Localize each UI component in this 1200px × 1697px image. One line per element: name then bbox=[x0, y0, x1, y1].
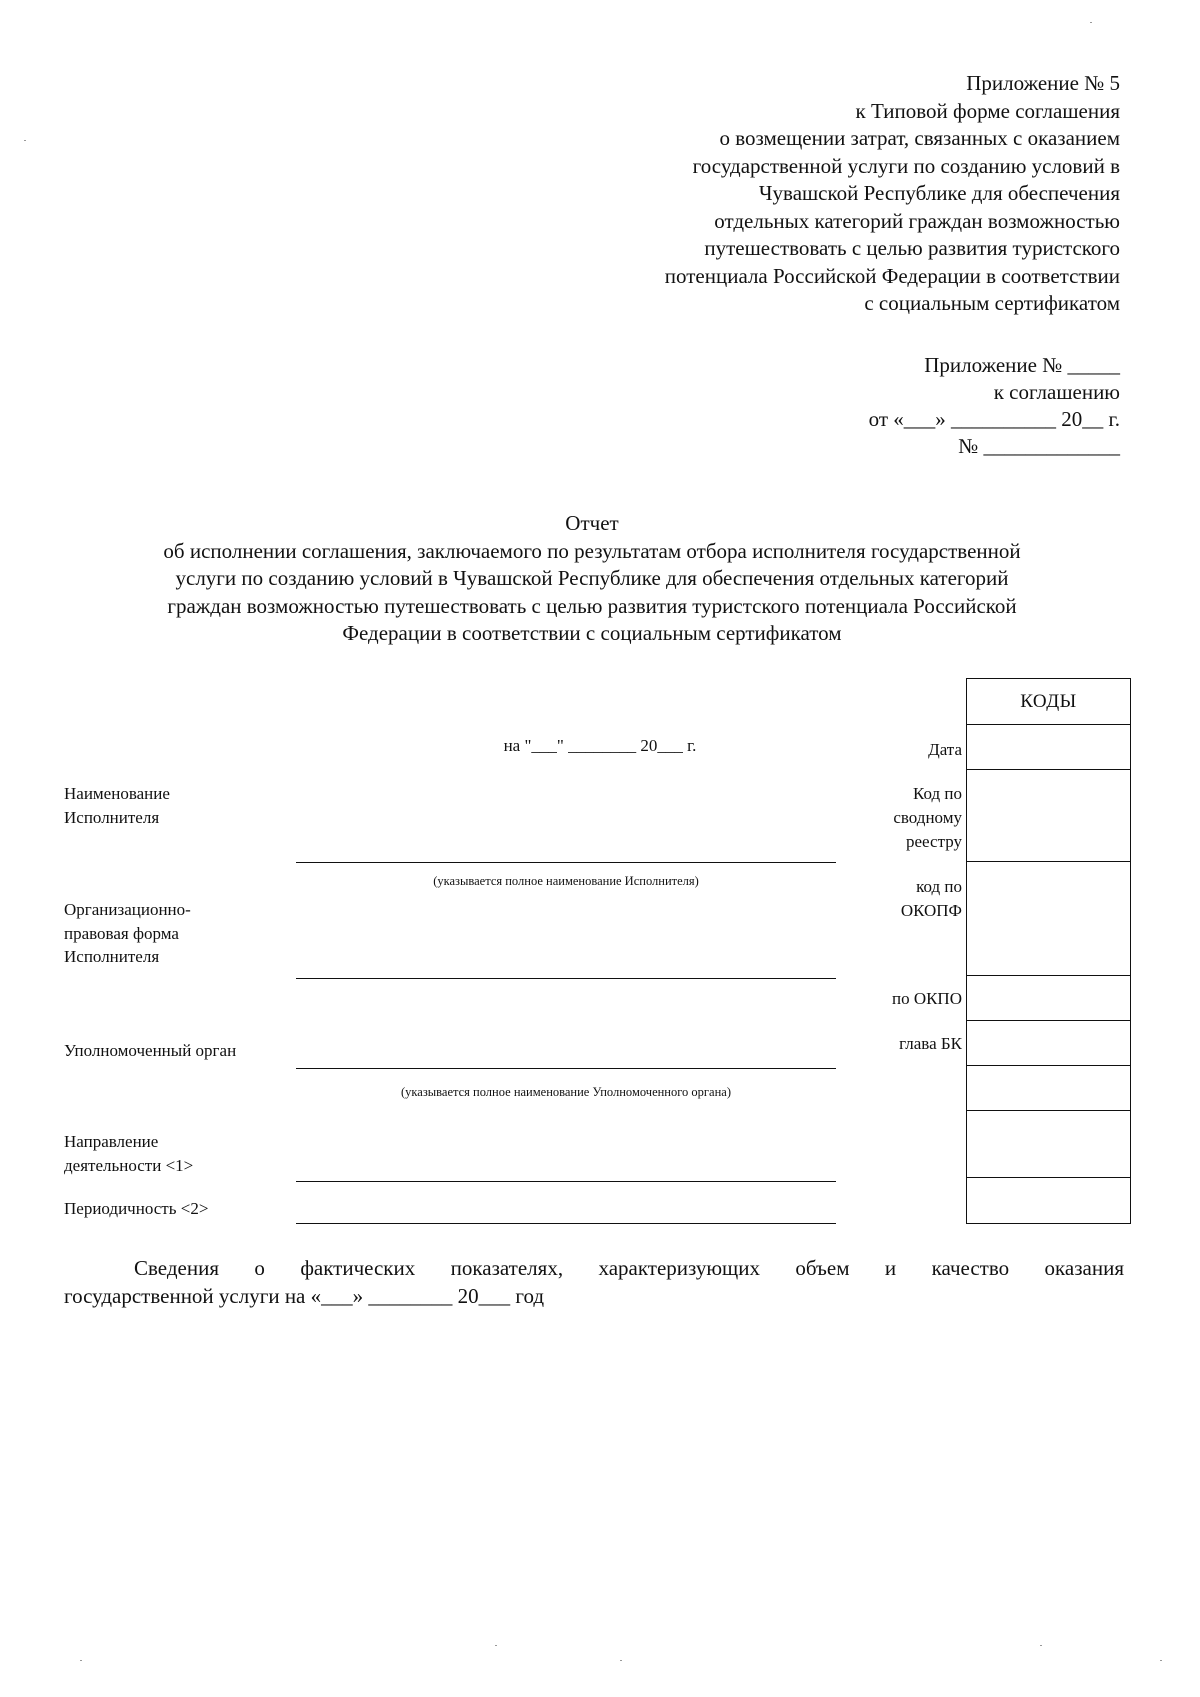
appendix-line: о возмещении затрат, связанных с оказанием bbox=[719, 126, 1120, 150]
scan-speck bbox=[620, 1660, 622, 1661]
direction-label bbox=[64, 1130, 193, 1177]
codes-periodicity-cell[interactable] bbox=[967, 1177, 1130, 1223]
codes-registry-label-line: реестру bbox=[906, 832, 962, 851]
executor-name-label-line: Исполнителя bbox=[64, 807, 160, 827]
legal-form-field[interactable] bbox=[296, 978, 836, 979]
codes-authority-cell[interactable] bbox=[967, 1065, 1130, 1110]
report-title bbox=[40, 510, 1144, 648]
codes-registry-label-line: Код по bbox=[913, 784, 962, 803]
appendix-line: путешествовать с целью развития туристского bbox=[704, 236, 1120, 260]
direction-field[interactable] bbox=[296, 1181, 836, 1182]
report-title-line: граждан возможностью путешествовать с целью развития туристского потенциала Российской bbox=[167, 593, 1017, 618]
executor-name-field[interactable] bbox=[296, 862, 836, 863]
scan-speck bbox=[1090, 22, 1092, 23]
codes-okopf-label bbox=[901, 875, 962, 923]
codes-registry-cell[interactable] bbox=[967, 769, 1130, 861]
agreement-label: к соглашению bbox=[993, 380, 1120, 404]
legal-form-label-line: Исполнителя bbox=[64, 947, 160, 966]
periodicity-field[interactable] bbox=[296, 1223, 836, 1224]
appendix-line: отдельных категорий граждан возможностью bbox=[714, 208, 1120, 233]
agreement-date: от «___» __________ 20__ г. bbox=[868, 407, 1120, 431]
agreement-number: № _____________ bbox=[958, 434, 1120, 458]
appendix-line: к Типовой форме соглашения bbox=[855, 98, 1120, 123]
codes-registry-label-line: сводному bbox=[893, 808, 962, 827]
authority-hint: (указывается полное наименование Уполномоченного органа) bbox=[400, 1085, 732, 1099]
scan-speck bbox=[24, 140, 26, 141]
legal-form-label-line: Организационно- bbox=[64, 900, 191, 919]
executor-name-hint: (указывается полное наименование Исполнителя) bbox=[433, 874, 699, 888]
codes-okpo-label: по ОКПО bbox=[891, 989, 962, 1008]
codes-okopf-cell[interactable] bbox=[967, 861, 1130, 975]
appendix-header bbox=[480, 70, 1120, 318]
executor-name-label-line: Наименование bbox=[64, 784, 170, 803]
agreement-appendix-number: Приложение № _____ bbox=[924, 353, 1120, 377]
authority-label: Уполномоченный орган bbox=[64, 1041, 237, 1060]
codes-okopf-label-line: ОКОПФ bbox=[900, 901, 962, 920]
codes-header: КОДЫ bbox=[1020, 690, 1077, 712]
appendix-line: государственной услуги по созданию условий в bbox=[692, 153, 1120, 178]
scan-speck bbox=[1040, 1645, 1042, 1646]
executor-name-label bbox=[64, 782, 170, 829]
report-title-line: услуги по созданию условий в Чувашской Республике для обеспечения отдельных категорий bbox=[175, 566, 1009, 590]
actual-indicators-line: Сведения о фактических показателях, характеризующих объем и качество оказания bbox=[134, 1256, 1124, 1280]
appendix-line: Чувашской Республике для обеспечения bbox=[758, 181, 1120, 205]
codes-bk-label: глава БК bbox=[899, 1034, 962, 1053]
codes-registry-label bbox=[893, 782, 962, 854]
codes-table bbox=[966, 678, 1131, 1224]
scan-speck bbox=[1160, 1660, 1162, 1661]
agreement-reference bbox=[720, 352, 1120, 460]
report-title-line: Федерации в соответствии с социальным сертификатом bbox=[342, 621, 842, 645]
codes-okpo-cell[interactable] bbox=[967, 975, 1130, 1020]
codes-date-label: Дата bbox=[928, 740, 962, 759]
scan-speck bbox=[495, 1645, 497, 1646]
authority-field[interactable] bbox=[296, 1068, 836, 1069]
report-title-line: об исполнении соглашения, заключаемого по результатам отбора исполнителя государственной bbox=[163, 538, 1021, 563]
periodicity-label: Периодичность <2> bbox=[64, 1199, 209, 1218]
appendix-line: с социальным сертификатом bbox=[864, 291, 1120, 315]
scan-speck bbox=[80, 1660, 82, 1661]
codes-date-cell[interactable] bbox=[967, 724, 1130, 769]
appendix-line: Приложение № 5 bbox=[966, 71, 1120, 95]
direction-label-line: деятельности <1> bbox=[64, 1155, 194, 1175]
legal-form-label-line: правовая форма bbox=[64, 923, 179, 943]
report-heading: Отчет bbox=[565, 511, 619, 535]
appendix-line: потенциала Российской Федерации в соответствии bbox=[664, 263, 1120, 288]
report-date-line: на "___" ________ 20___ г. bbox=[503, 736, 697, 755]
actual-indicators-line: государственной услуги на «___» ________ 20___ год bbox=[64, 1284, 545, 1308]
codes-okopf-label-line: код по bbox=[916, 877, 962, 896]
direction-label-line: Направление bbox=[64, 1132, 159, 1151]
actual-indicators-paragraph bbox=[64, 1254, 1124, 1310]
codes-direction-cell[interactable] bbox=[967, 1110, 1130, 1177]
legal-form-label bbox=[64, 898, 191, 969]
codes-bk-cell[interactable] bbox=[967, 1020, 1130, 1065]
